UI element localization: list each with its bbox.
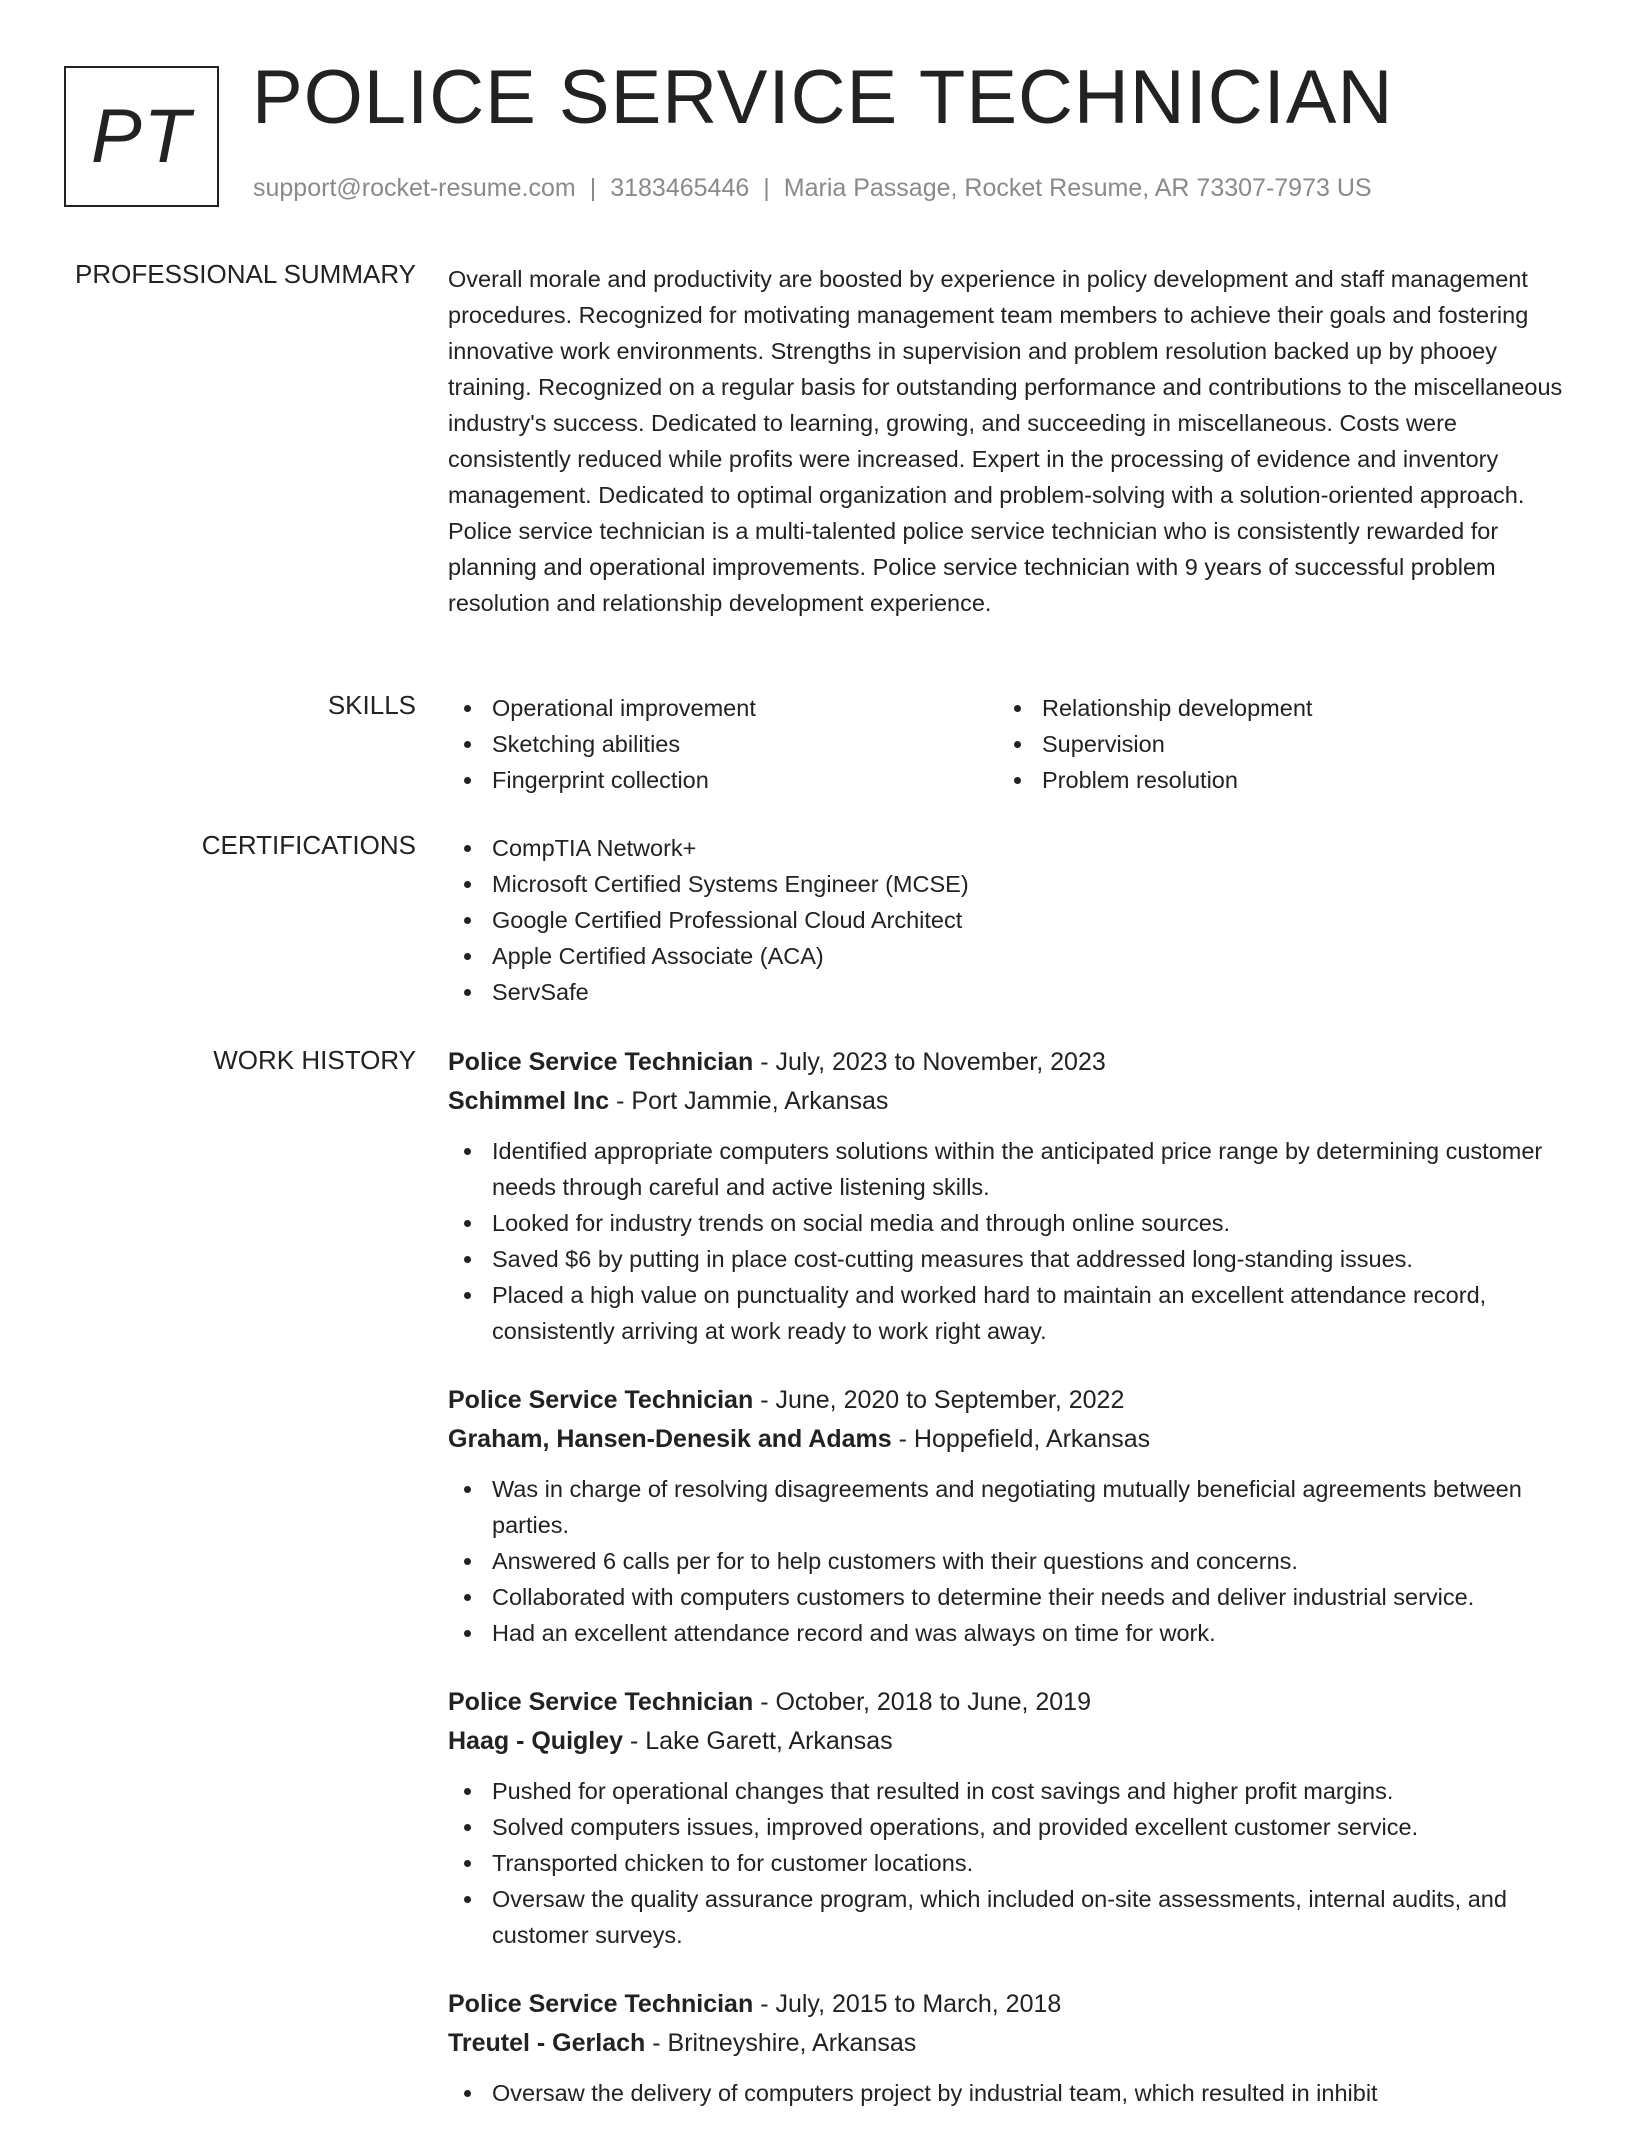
work-history-body [448,1043,1568,2143]
skills-grid [448,690,1568,798]
contact-separator: | [763,174,770,202]
job-entry [448,1381,1568,1651]
summary-body [448,261,1568,621]
section-label-certifications: CERTIFICATIONS [201,830,416,860]
list-item: Fingerprint collection [448,762,998,798]
summary-text: Overall morale and productivity are boosted by experience in policy development and staff management procedures. Recognized for motivating management team members to achieve their goals and fostering innovative work environments. Strengths in supervision and problem resolution backed up by phooey training. Recognized on a regular basis for outstanding performance and contributions to the miscellaneous industry's success. Dedicated to learning, growing, and succeeding in miscellaneous. Costs were consistently reduced while profits were increased. Expert in the processing of evidence and inventory management. Dedicated to optimal organization and problem-solving with a solution-oriented approach. Police service technician is a multi-talented police service technician who is consistently rewarded for planning and operational improvements. Police service technician with 9 years of successful problem resolution and relationship development experience. [448,266,1563,616]
list-item: Microsoft Certified Systems Engineer (MCSE) [448,866,1568,902]
list-item: Transported chicken to for customer locations. [448,1845,1568,1881]
list-item: Looked for industry trends on social media and through online sources. [448,1205,1568,1241]
monogram-box [64,66,219,207]
section-label-skills: SKILLS [327,690,416,720]
job-entry [448,1043,1568,1349]
section-label-summary: PROFESSIONAL SUMMARY [75,259,416,289]
job-title: Police Service Technician [448,1386,754,1414]
certifications-list [448,830,1568,1010]
list-item: Google Certified Professional Cloud Architect [448,902,1568,938]
list-item: Collaborated with computers customers to determine their needs and deliver industrial service. [448,1579,1568,1615]
list-item: Apple Certified Associate (ACA) [448,938,1568,974]
list-item: Oversaw the delivery of computers project by industrial team, which resulted in inhibit [448,2075,1568,2111]
job-title-line [448,1683,1568,1722]
job-company: Treutel - Gerlach [448,2029,646,2057]
contact-line [253,174,1372,203]
job-company-line [448,1082,1568,1121]
list-item: Pushed for operational changes that resulted in cost savings and higher profit margins. [448,1773,1568,1809]
job-company: Graham, Hansen-Denesik and Adams [448,1425,892,1453]
list-item: Solved computers issues, improved operations, and provided excellent customer service. [448,1809,1568,1845]
job-bullets [448,1471,1568,1651]
contact-email[interactable]: support@rocket-resume.com [253,174,576,202]
job-location: - Lake Garett, Arkansas [623,1727,893,1755]
job-entry [448,1985,1568,2111]
job-title: Police Service Technician [448,1048,754,1076]
list-item: Sketching abilities [448,726,998,762]
job-title-line [448,1381,1568,1420]
list-item: Was in charge of resolving disagreements and negotiating mutually beneficial agreements between parties. [448,1471,1568,1543]
list-item: Had an excellent attendance record and was always on time for work. [448,1615,1568,1651]
page-title: POLICE SERVICE TECHNICIAN [252,55,1394,140]
job-bullets [448,1133,1568,1349]
list-item: Operational improvement [448,690,998,726]
job-bullets [448,1773,1568,1953]
job-company-line [448,1722,1568,1761]
monogram-initials: PT [90,94,193,179]
job-title-line [448,1985,1568,2024]
job-company: Haag - Quigley [448,1727,624,1755]
list-item: Identified appropriate computers solutions within the anticipated price range by determining customer needs through careful and active listening skills. [448,1133,1568,1205]
section-label-work-history: WORK HISTORY [213,1045,416,1075]
list-item: Relationship development [998,690,1548,726]
skills-list-right [998,690,1548,798]
list-item: Problem resolution [998,762,1548,798]
list-item: Saved $6 by putting in place cost-cutting measures that addressed long-standing issues. [448,1241,1568,1277]
contact-separator: | [589,174,597,202]
job-entry [448,1683,1568,1953]
job-dates: - July, 2023 to November, 2023 [753,1048,1106,1076]
job-bullets [448,2075,1568,2111]
job-location: - Port Jammie, Arkansas [609,1087,889,1115]
job-company: Schimmel Inc [448,1087,610,1115]
list-item: Oversaw the quality assurance program, which included on-site assessments, internal audits, and customer surveys. [448,1881,1568,1953]
list-item: Supervision [998,726,1548,762]
list-item: Placed a high value on punctuality and worked hard to maintain an excellent attendance record, consistently arriving at work ready to work right away. [448,1277,1568,1349]
job-company-line [448,1420,1568,1459]
job-location: - Britneyshire, Arkansas [645,2029,917,2057]
skills-list-left [448,690,998,798]
job-dates: - October, 2018 to June, 2019 [753,1688,1091,1716]
job-dates: - June, 2020 to September, 2022 [753,1386,1125,1414]
list-item: Answered 6 calls per for to help customers with their questions and concerns. [448,1543,1568,1579]
job-dates: - July, 2015 to March, 2018 [753,1990,1062,2018]
certifications-body [448,830,1568,1010]
contact-address: Maria Passage, Rocket Resume, AR 73307-7973 US [783,174,1372,202]
job-company-line [448,2024,1568,2063]
list-item: ServSafe [448,974,1568,1010]
contact-phone[interactable]: 3183465446 [610,174,750,202]
job-title: Police Service Technician [448,1688,754,1716]
list-item: CompTIA Network+ [448,830,1568,866]
job-title: Police Service Technician [448,1990,754,2018]
skills-body [448,690,1568,798]
job-location: - Hoppefield, Arkansas [891,1425,1151,1453]
job-title-line [448,1043,1568,1082]
